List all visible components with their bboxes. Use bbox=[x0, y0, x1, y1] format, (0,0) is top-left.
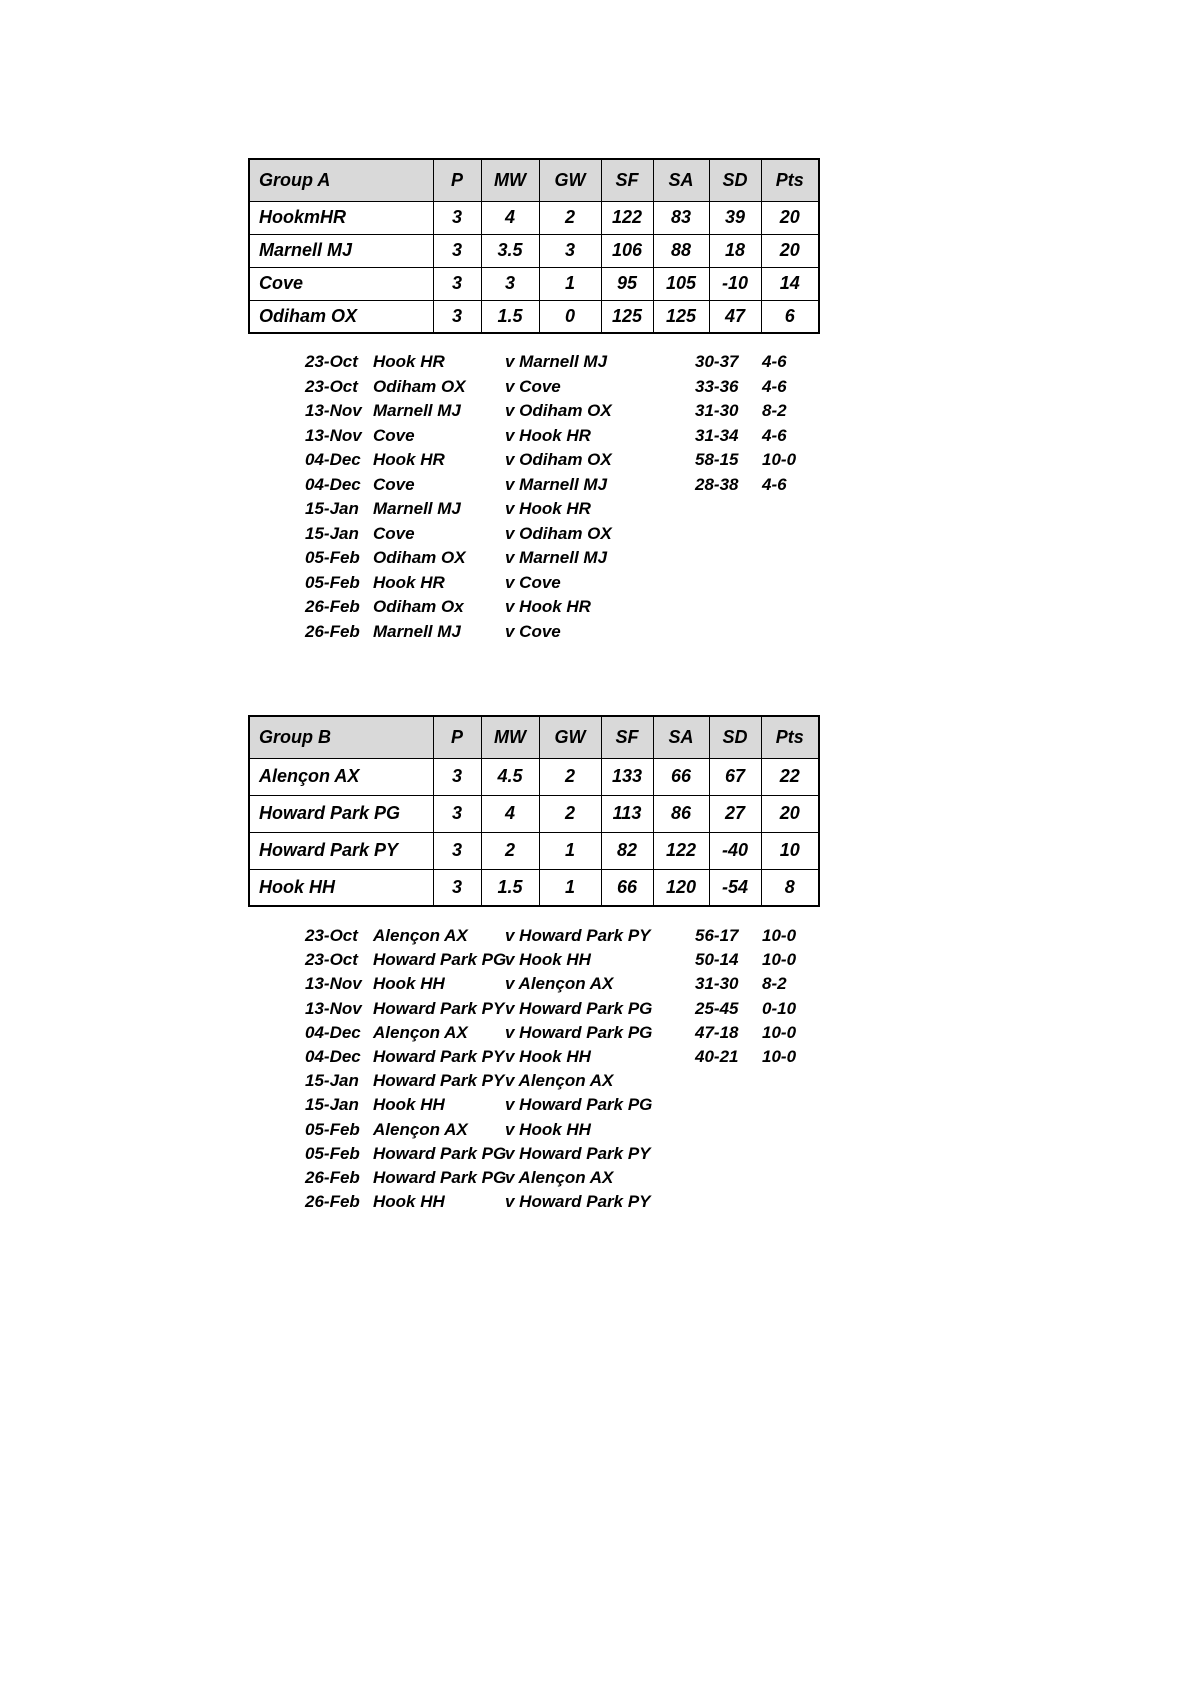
match-wins-cell: 4.5 bbox=[481, 758, 539, 795]
shots-for-cell: 125 bbox=[601, 300, 653, 333]
fixture-score: 28-38 bbox=[695, 474, 739, 494]
fixture-away-team: v Odiham OX bbox=[505, 401, 612, 421]
points-cell: 20 bbox=[761, 234, 819, 267]
fixture-row bbox=[305, 595, 812, 620]
fixture-date: 23-Oct bbox=[305, 926, 358, 946]
column-header: GW bbox=[539, 716, 601, 758]
played-cell: 3 bbox=[433, 832, 481, 869]
fixture-home-team: Howard Park PG bbox=[373, 950, 507, 970]
fixture-score: 50-14 bbox=[695, 950, 739, 970]
fixture-score: 31-34 bbox=[695, 425, 739, 445]
standings-row bbox=[249, 267, 819, 300]
fixture-home-team: Hook HH bbox=[373, 1192, 445, 1212]
fixture-score: 25-45 bbox=[695, 998, 739, 1018]
fixture-home-team: Howard Park PG bbox=[373, 1143, 507, 1163]
team-name-cell: HookmHR bbox=[249, 201, 433, 234]
shots-against-cell: 105 bbox=[653, 267, 709, 300]
standings-row bbox=[249, 869, 819, 906]
fixture-match-points: 10-0 bbox=[762, 950, 797, 970]
fixture-away-team: v Cove bbox=[505, 376, 561, 396]
fixture-away-team: v Howard Park PG bbox=[505, 1022, 653, 1042]
fixture-match-points: 10-0 bbox=[762, 926, 797, 946]
fixture-match-points: 10-0 bbox=[762, 1047, 797, 1067]
shots-for-cell: 82 bbox=[601, 832, 653, 869]
fixture-score: 56-17 bbox=[695, 926, 739, 946]
fixture-row bbox=[305, 448, 812, 473]
fixture-date: 26-Feb bbox=[305, 1192, 360, 1212]
points-cell: 14 bbox=[761, 267, 819, 300]
fixture-home-team: Alençon AX bbox=[373, 1119, 468, 1139]
fixture-date: 26-Feb bbox=[305, 597, 360, 617]
fixture-row bbox=[305, 1118, 812, 1142]
fixture-match-points: 4-6 bbox=[762, 425, 787, 445]
fixture-away-team: v Howard Park PY bbox=[505, 1143, 651, 1163]
fixture-row bbox=[305, 948, 812, 972]
fixture-date: 05-Feb bbox=[305, 1143, 360, 1163]
team-name-cell: Alençon AX bbox=[249, 758, 433, 795]
fixture-date: 23-Oct bbox=[305, 376, 358, 396]
team-name-cell: Cove bbox=[249, 267, 433, 300]
fixture-row bbox=[305, 473, 812, 498]
standings-row bbox=[249, 201, 819, 234]
group-a-title: Group A bbox=[249, 159, 433, 201]
played-cell: 3 bbox=[433, 201, 481, 234]
shot-diff-cell: 47 bbox=[709, 300, 761, 333]
game-wins-cell: 2 bbox=[539, 758, 601, 795]
match-wins-cell: 1.5 bbox=[481, 300, 539, 333]
fixture-match-points: 8-2 bbox=[762, 974, 787, 994]
points-cell: 10 bbox=[761, 832, 819, 869]
fixture-date: 23-Oct bbox=[305, 352, 358, 372]
standings-row bbox=[249, 758, 819, 795]
shots-against-cell: 66 bbox=[653, 758, 709, 795]
column-header: SA bbox=[653, 716, 709, 758]
fixture-score: 40-21 bbox=[695, 1047, 739, 1067]
shots-against-cell: 86 bbox=[653, 795, 709, 832]
fixture-date: 04-Dec bbox=[305, 1022, 361, 1042]
fixture-home-team: Alençon AX bbox=[373, 1022, 468, 1042]
fixture-home-team: Howard Park PY bbox=[373, 1071, 505, 1091]
fixture-date: 15-Jan bbox=[305, 523, 359, 543]
shot-diff-cell: 27 bbox=[709, 795, 761, 832]
fixture-row bbox=[305, 997, 812, 1021]
fixture-date: 13-Nov bbox=[305, 401, 362, 421]
points-cell: 20 bbox=[761, 795, 819, 832]
team-name-cell: Howard Park PG bbox=[249, 795, 433, 832]
fixture-row bbox=[305, 497, 812, 522]
column-header: P bbox=[433, 159, 481, 201]
shot-diff-cell: -10 bbox=[709, 267, 761, 300]
fixture-home-team: Alençon AX bbox=[373, 926, 468, 946]
fixture-away-team: v Howard Park PY bbox=[505, 1192, 651, 1212]
fixture-away-team: v Howard Park PY bbox=[505, 926, 651, 946]
fixture-away-team: v Howard Park PG bbox=[505, 1095, 653, 1115]
game-wins-cell: 2 bbox=[539, 201, 601, 234]
shots-for-cell: 95 bbox=[601, 267, 653, 300]
fixture-away-team: v Alençon AX bbox=[505, 1167, 614, 1187]
fixture-home-team: Marnell MJ bbox=[373, 621, 461, 641]
shot-diff-cell: -40 bbox=[709, 832, 761, 869]
game-wins-cell: 1 bbox=[539, 267, 601, 300]
played-cell: 3 bbox=[433, 795, 481, 832]
fixture-match-points: 0-10 bbox=[762, 998, 797, 1018]
fixture-away-team: v Cove bbox=[505, 621, 561, 641]
shots-for-cell: 66 bbox=[601, 869, 653, 906]
shots-against-cell: 120 bbox=[653, 869, 709, 906]
fixture-away-team: v Hook HH bbox=[505, 1047, 591, 1067]
fixture-row bbox=[305, 424, 812, 449]
game-wins-cell: 0 bbox=[539, 300, 601, 333]
fixture-home-team: Odiham OX bbox=[373, 376, 466, 396]
group-a-fixtures-list bbox=[305, 350, 812, 644]
fixture-home-team: Odiham Ox bbox=[373, 597, 464, 617]
fixture-match-points: 4-6 bbox=[762, 474, 787, 494]
fixture-date: 13-Nov bbox=[305, 998, 362, 1018]
team-name-cell: Odiham OX bbox=[249, 300, 433, 333]
fixture-away-team: v Marnell MJ bbox=[505, 474, 608, 494]
team-name-cell: Hook HH bbox=[249, 869, 433, 906]
column-header: Pts bbox=[761, 716, 819, 758]
fixture-row bbox=[305, 1021, 812, 1045]
fixture-home-team: Howard Park PG bbox=[373, 1167, 507, 1187]
match-wins-cell: 3 bbox=[481, 267, 539, 300]
fixture-away-team: v Alençon AX bbox=[505, 974, 614, 994]
fixture-home-team: Hook HR bbox=[373, 450, 445, 470]
fixture-row bbox=[305, 1093, 812, 1117]
fixture-away-team: v Alençon AX bbox=[505, 1071, 614, 1091]
shots-for-cell: 113 bbox=[601, 795, 653, 832]
fixture-row bbox=[305, 350, 812, 375]
fixture-score: 31-30 bbox=[695, 401, 739, 421]
fixture-match-points: 4-6 bbox=[762, 376, 787, 396]
fixture-date: 05-Feb bbox=[305, 572, 360, 592]
column-header: MW bbox=[481, 159, 539, 201]
fixture-away-team: v Hook HR bbox=[505, 597, 591, 617]
match-wins-cell: 1.5 bbox=[481, 869, 539, 906]
played-cell: 3 bbox=[433, 234, 481, 267]
fixture-row bbox=[305, 620, 812, 645]
played-cell: 3 bbox=[433, 267, 481, 300]
fixture-match-points: 8-2 bbox=[762, 401, 787, 421]
game-wins-cell: 1 bbox=[539, 832, 601, 869]
fixture-home-team: Howard Park PY bbox=[373, 1047, 505, 1067]
fixture-home-team: Marnell MJ bbox=[373, 499, 461, 519]
shots-for-cell: 106 bbox=[601, 234, 653, 267]
match-wins-cell: 3.5 bbox=[481, 234, 539, 267]
fixture-row bbox=[305, 1069, 812, 1093]
shot-diff-cell: 18 bbox=[709, 234, 761, 267]
standings-row bbox=[249, 795, 819, 832]
fixture-date: 05-Feb bbox=[305, 1119, 360, 1139]
fixture-away-team: v Hook HR bbox=[505, 425, 591, 445]
game-wins-cell: 3 bbox=[539, 234, 601, 267]
points-cell: 8 bbox=[761, 869, 819, 906]
fixture-date: 26-Feb bbox=[305, 621, 360, 641]
fixture-row bbox=[305, 1045, 812, 1069]
fixture-row bbox=[305, 972, 812, 996]
fixture-date: 04-Dec bbox=[305, 450, 361, 470]
fixture-date: 13-Nov bbox=[305, 425, 362, 445]
group-b-header-row bbox=[249, 716, 819, 758]
fixture-date: 04-Dec bbox=[305, 1047, 361, 1067]
fixture-away-team: v Cove bbox=[505, 572, 561, 592]
fixture-row bbox=[305, 571, 812, 596]
team-name-cell: Howard Park PY bbox=[249, 832, 433, 869]
fixture-home-team: Odiham OX bbox=[373, 548, 466, 568]
match-wins-cell: 2 bbox=[481, 832, 539, 869]
fixture-date: 04-Dec bbox=[305, 474, 361, 494]
shots-for-cell: 122 bbox=[601, 201, 653, 234]
shot-diff-cell: -54 bbox=[709, 869, 761, 906]
standings-row bbox=[249, 234, 819, 267]
fixture-away-team: v Howard Park PG bbox=[505, 998, 653, 1018]
shots-against-cell: 122 bbox=[653, 832, 709, 869]
fixture-home-team: Hook HH bbox=[373, 1095, 445, 1115]
fixture-date: 15-Jan bbox=[305, 1095, 359, 1115]
fixture-row bbox=[305, 1142, 812, 1166]
fixture-row bbox=[305, 924, 812, 948]
fixture-away-team: v Hook HR bbox=[505, 499, 591, 519]
column-header: MW bbox=[481, 716, 539, 758]
match-wins-cell: 4 bbox=[481, 201, 539, 234]
fixture-date: 15-Jan bbox=[305, 1071, 359, 1091]
shot-diff-cell: 67 bbox=[709, 758, 761, 795]
fixture-away-team: v Marnell MJ bbox=[505, 548, 608, 568]
shot-diff-cell: 39 bbox=[709, 201, 761, 234]
played-cell: 3 bbox=[433, 869, 481, 906]
fixture-home-team: Marnell MJ bbox=[373, 401, 461, 421]
fixture-away-team: v Odiham OX bbox=[505, 523, 612, 543]
column-header: SF bbox=[601, 716, 653, 758]
fixture-match-points: 10-0 bbox=[762, 450, 797, 470]
fixture-row bbox=[305, 1166, 812, 1190]
fixture-date: 13-Nov bbox=[305, 974, 362, 994]
fixture-score: 31-30 bbox=[695, 974, 739, 994]
team-name-cell: Marnell MJ bbox=[249, 234, 433, 267]
fixture-row bbox=[305, 1190, 812, 1214]
fixture-row bbox=[305, 522, 812, 547]
fixture-score: 30-37 bbox=[695, 352, 739, 372]
standings-row bbox=[249, 832, 819, 869]
fixture-row bbox=[305, 546, 812, 571]
game-wins-cell: 1 bbox=[539, 869, 601, 906]
fixture-home-team: Hook HR bbox=[373, 572, 445, 592]
fixture-score: 47-18 bbox=[695, 1022, 739, 1042]
fixture-score: 33-36 bbox=[695, 376, 739, 396]
column-header: Pts bbox=[761, 159, 819, 201]
points-cell: 6 bbox=[761, 300, 819, 333]
fixture-away-team: v Hook HH bbox=[505, 950, 591, 970]
fixture-row bbox=[305, 375, 812, 400]
points-cell: 20 bbox=[761, 201, 819, 234]
group-a-standings-table bbox=[248, 158, 820, 334]
fixture-date: 05-Feb bbox=[305, 548, 360, 568]
fixture-home-team: Hook HH bbox=[373, 974, 445, 994]
fixture-row bbox=[305, 399, 812, 424]
standings-row bbox=[249, 300, 819, 333]
fixture-match-points: 10-0 bbox=[762, 1022, 797, 1042]
shots-against-cell: 125 bbox=[653, 300, 709, 333]
played-cell: 3 bbox=[433, 300, 481, 333]
points-cell: 22 bbox=[761, 758, 819, 795]
shots-against-cell: 83 bbox=[653, 201, 709, 234]
fixture-home-team: Cove bbox=[373, 474, 415, 494]
group-a-header-row bbox=[249, 159, 819, 201]
fixture-away-team: v Hook HH bbox=[505, 1119, 591, 1139]
fixture-score: 58-15 bbox=[695, 450, 739, 470]
column-header: SD bbox=[709, 716, 761, 758]
column-header: P bbox=[433, 716, 481, 758]
column-header: SF bbox=[601, 159, 653, 201]
shots-against-cell: 88 bbox=[653, 234, 709, 267]
fixture-home-team: Cove bbox=[373, 425, 415, 445]
played-cell: 3 bbox=[433, 758, 481, 795]
group-b-standings-table bbox=[248, 715, 820, 907]
fixture-away-team: v Marnell MJ bbox=[505, 352, 608, 372]
column-header: SA bbox=[653, 159, 709, 201]
fixture-date: 23-Oct bbox=[305, 950, 358, 970]
shots-for-cell: 133 bbox=[601, 758, 653, 795]
fixture-date: 15-Jan bbox=[305, 499, 359, 519]
fixture-home-team: Cove bbox=[373, 523, 415, 543]
fixture-home-team: Hook HR bbox=[373, 352, 445, 372]
fixture-date: 26-Feb bbox=[305, 1167, 360, 1187]
fixture-home-team: Howard Park PY bbox=[373, 998, 505, 1018]
group-b-fixtures-list bbox=[305, 924, 812, 1214]
game-wins-cell: 2 bbox=[539, 795, 601, 832]
match-wins-cell: 4 bbox=[481, 795, 539, 832]
fixture-match-points: 4-6 bbox=[762, 352, 787, 372]
fixture-away-team: v Odiham OX bbox=[505, 450, 612, 470]
group-b-title: Group B bbox=[249, 716, 433, 758]
column-header: GW bbox=[539, 159, 601, 201]
column-header: SD bbox=[709, 159, 761, 201]
